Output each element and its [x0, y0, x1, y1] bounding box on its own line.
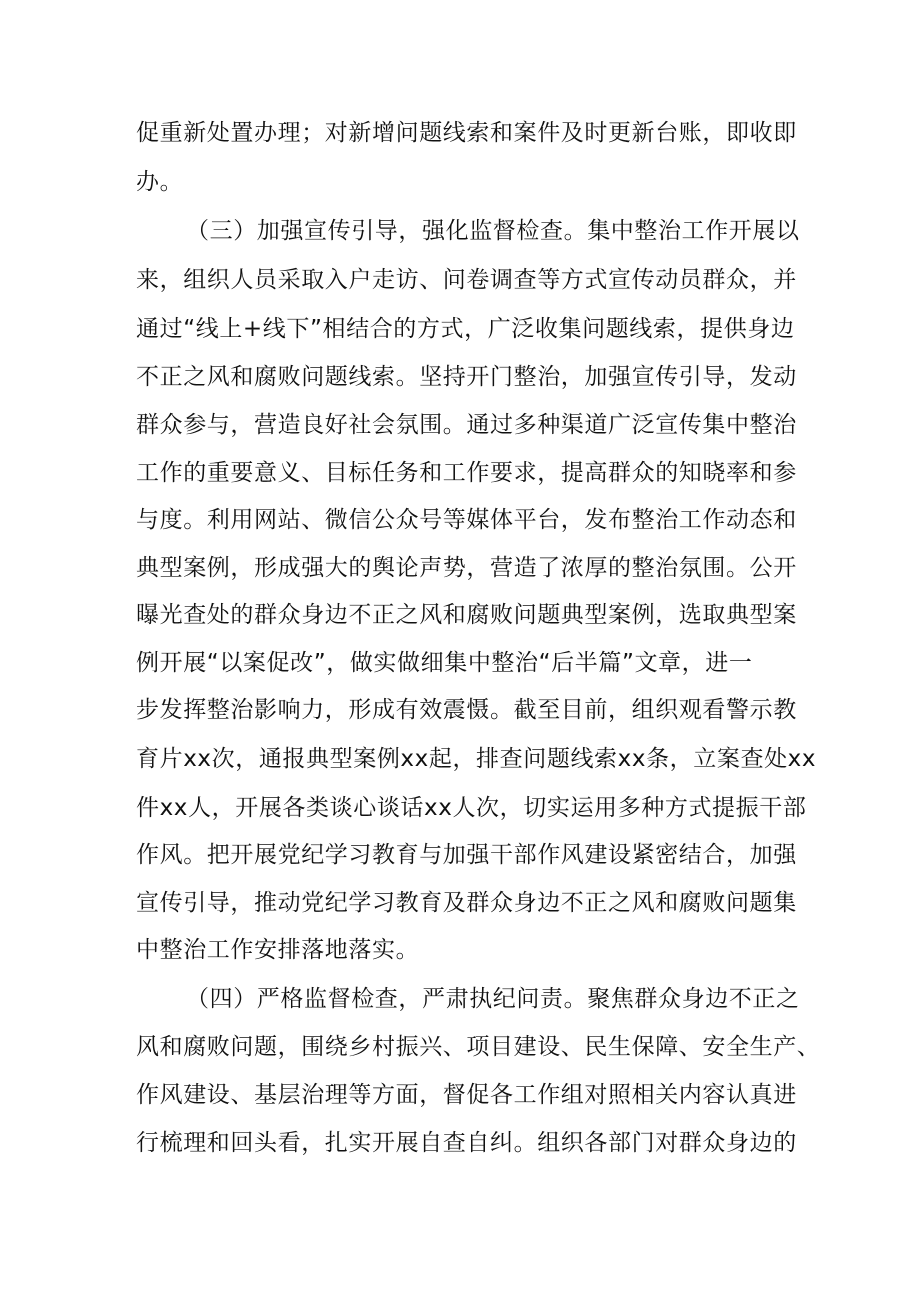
paragraph-heading-line: （四）严格监督检查，严肃执纪问责。聚焦群众身边不正之 [186, 986, 800, 1012]
text-line: 工作的重要意义、目标任务和工作要求，提高群众的知晓率和参 [136, 460, 797, 486]
text-line: 中整治工作安排落地落实。 [136, 937, 420, 963]
text-line: 宣传引导，推动党纪学习教育及群众身边不正之风和腐败问题集 [136, 890, 797, 916]
text-line: 通过“线上+线下”相结合的方式，广泛收集问题线索，提供身边 [136, 316, 795, 342]
text-line: 育片xx次，通报典型案例xx起，排查问题线索xx条，立案查处xx [136, 746, 817, 772]
text-line: 办。 [136, 169, 184, 195]
paragraph-heading-line: （三）加强宣传引导，强化监督检查。集中整治工作开展以 [186, 218, 800, 244]
text-line: 作风。把开展党纪学习教育与加强干部作风建设紧密结合，加强 [136, 842, 797, 868]
text-line: 件xx人，开展各类谈心谈话xx人次，切实运用多种方式提振干部 [136, 795, 807, 821]
text-line: 作风建设、基层治理等方面，督促各工作组对照相关内容认真进 [136, 1082, 797, 1108]
text-line: 群众参与，营造良好社会氛围。通过多种渠道广泛宣传集中整治 [136, 412, 797, 438]
text-line: 与度。利用网站、微信公众号等媒体平台，发布整治工作动态和 [136, 507, 797, 533]
text-line: 不正之风和腐败问题线索。坚持开门整治，加强宣传引导，发动 [136, 364, 797, 390]
text-line: 曝光查处的群众身边不正之风和腐败问题典型案例，选取典型案 [136, 602, 797, 628]
text-line: 典型案例，形成强大的舆论声势，营造了浓厚的整治氛围。公开 [136, 555, 797, 581]
text-line: 行梳理和回头看，扎实开展自查自纠。组织各部门对群众身边的 [136, 1130, 797, 1156]
text-line: 例开展“以案促改”，做实做细集中整治“后半篇”文章，进一 [136, 650, 753, 676]
text-line: 来，组织人员采取入户走访、问卷调查等方式宣传动员群众，并 [136, 267, 797, 293]
text-line: 步发挥整治影响力，形成有效震慑。截至目前，组织观看警示教 [136, 697, 797, 723]
text-line: 风和腐败问题，围绕乡村振兴、项目建设、民生保障、安全生产、 [136, 1034, 821, 1060]
text-line: 促重新处置办理；对新增问题线索和案件及时更新台账，即收即 [136, 120, 797, 146]
